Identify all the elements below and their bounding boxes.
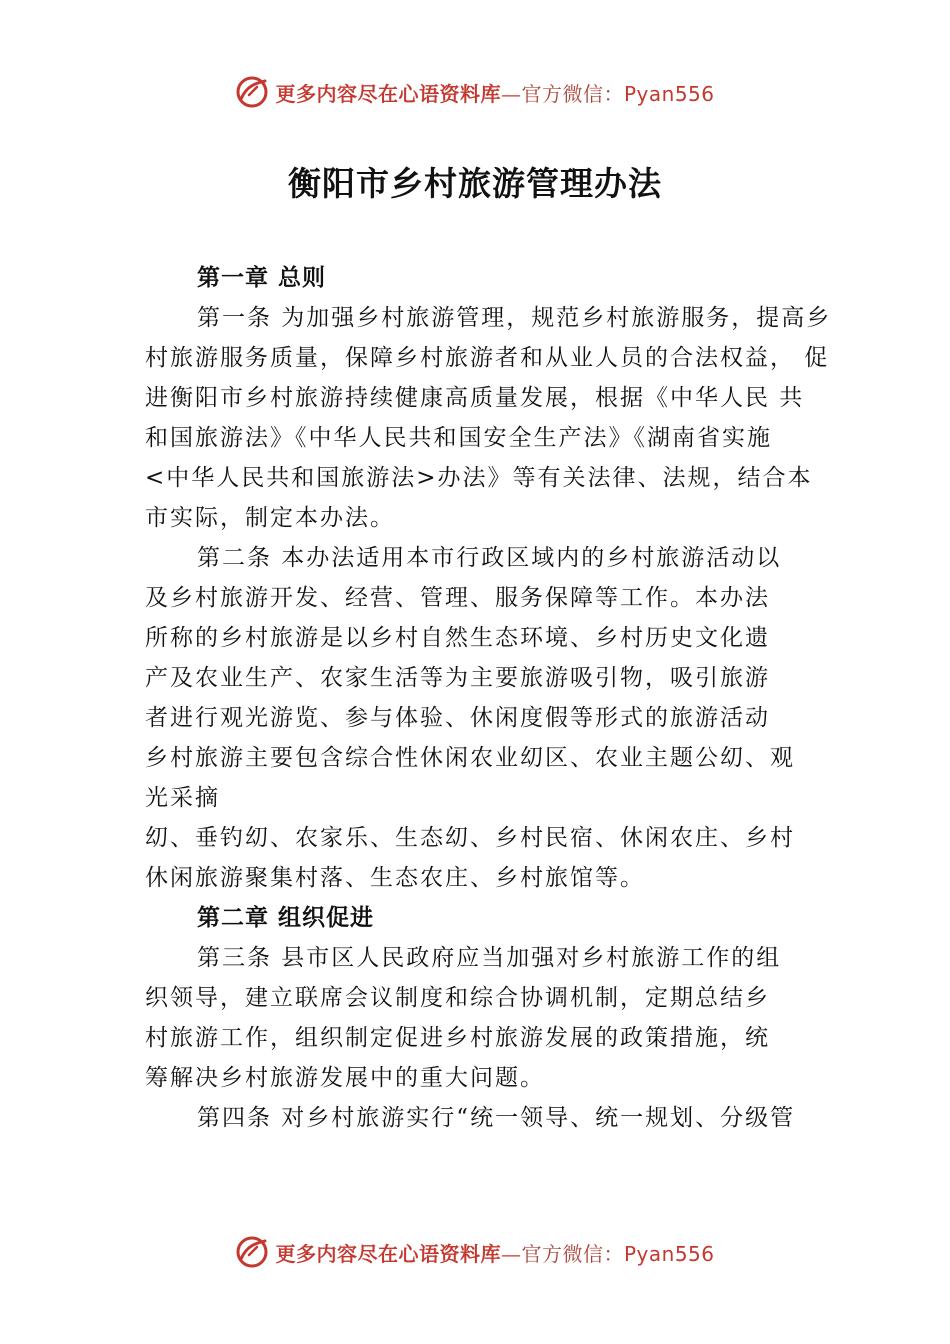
article-line: 进衡阳市乡村旅游持续健康高质量发展，根据《中华人民 共 [145, 385, 805, 411]
article-line: <中华人民共和国旅游法>办法》等有关法律、法规，结合本 [145, 465, 813, 491]
watermark-official-label: 官方微信： [521, 81, 624, 106]
chapter-heading: 第二章 组织促进 [197, 905, 375, 931]
article-line: 村旅游工作，组织制定促进乡村旅游发展的政策措施，统 [145, 1025, 770, 1051]
article-line: 休闲旅游聚集村落、生态农庄、乡村旅馆等。 [145, 865, 645, 891]
watermark-slogan: 更多内容尽在心语资料库 [275, 1241, 501, 1266]
article-line: 和国旅游法》《中华人民共和国安全生产法》《湖南省实施 [145, 425, 772, 451]
article-line: 市实际，制定本办法。 [145, 505, 395, 531]
article-line: 第二条 本办法适用本市行政区域内的乡村旅游活动以 [197, 545, 782, 571]
article-line: 织领导，建立联席会议制度和综合协调机制，定期总结乡 [145, 985, 770, 1011]
article-line: 产及农业生产、农家生活等为主要旅游吸引物，吸引旅游 [145, 665, 770, 691]
watermark-account: Pyan556 [623, 81, 715, 106]
document-body [145, 258, 832, 1138]
bottom-watermark-banner [0, 1232, 950, 1272]
article-line: 者进行观光游览、参与体验、休闲度假等形式的旅游活动 [145, 705, 770, 731]
article-line: 光采摘 [145, 785, 220, 811]
article-line: 及乡村旅游开发、经营、管理、服务保障等工作。本办法 [145, 585, 770, 611]
watermark-text [275, 78, 714, 107]
article-line: 㓜、垂钓㓜、农家乐、生态㓜、乡村民宿、休闲农庄、乡村 [145, 825, 795, 851]
article-line: 所称的乡村旅游是以乡村自然生态环境、乡村历史文化遗 [145, 625, 770, 651]
brand-logo-icon [235, 1235, 269, 1269]
watermark-official-label: 官方微信： [521, 1241, 624, 1266]
article-line: 村旅游服务质量，保障乡村旅游者和从业人员的合法权益， 促 [145, 345, 830, 371]
watermark-text [275, 1238, 714, 1267]
document-title: 衡阳市乡村旅游管理办法 [288, 164, 662, 203]
watermark-separator: — [500, 1241, 522, 1266]
article-line: 第四条 对乡村旅游实行“统一领导、统一规划、分级管 [197, 1105, 796, 1131]
article-line: 第三条 县市区人民政府应当加强对乡村旅游工作的组 [197, 945, 782, 971]
article-line: 筹解决乡村旅游发展中的重大问题。 [145, 1065, 545, 1091]
brand-logo-icon [235, 75, 269, 109]
watermark-slogan: 更多内容尽在心语资料库 [275, 81, 501, 106]
chapter-heading: 第一章 总则 [197, 265, 327, 291]
article-line: 第一条 为加强乡村旅游管理，规范乡村旅游服务，提高乡 [197, 305, 832, 331]
article-line: 乡村旅游主要包含综合性休闲农业㓜区、农业主题公㓜、观 [145, 745, 795, 771]
watermark-separator: — [500, 81, 522, 106]
top-watermark-banner [0, 72, 950, 112]
watermark-account: Pyan556 [623, 1241, 715, 1266]
